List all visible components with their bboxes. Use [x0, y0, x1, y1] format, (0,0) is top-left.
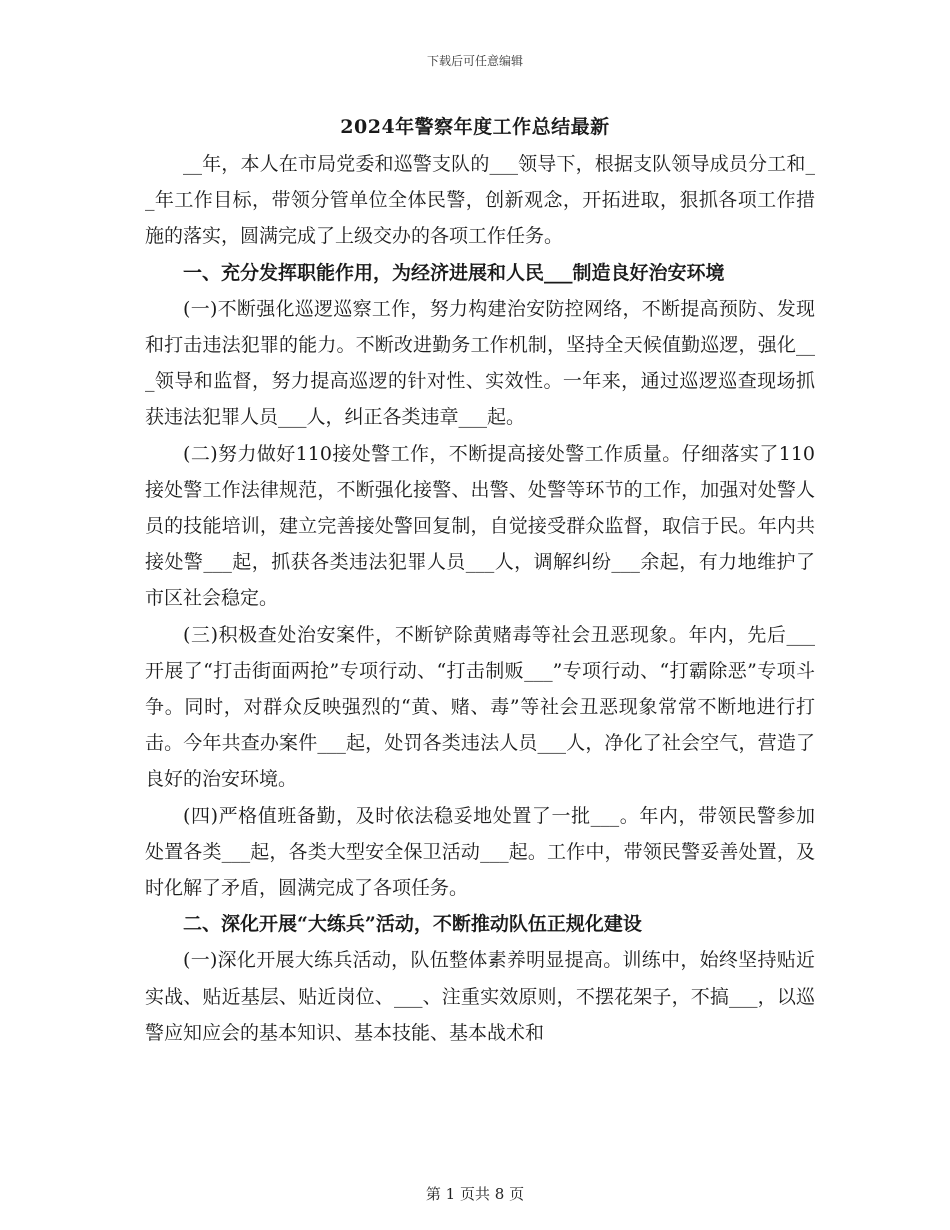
- document-body: [145, 146, 815, 1051]
- page-header: 下载后可任意编辑: [426, 54, 523, 68]
- paragraph-1-1: (一)不断强化巡逻巡察工作，努力构建治安防控网络，不断提高预防、发现和打击违法犯罪的能力。不断改进勤务工作机制，坚持全天候值勤巡逻，强化___领导和监督，努力提高巡逻的针对性、实效性。一年来，通过巡逻巡查现场抓获违法犯罪人员___人，纠正各类违章___起。: [145, 297, 815, 429]
- section-heading-2: 二、深化开展“大练兵”活动，不断推动队伍正规化建设: [183, 913, 642, 936]
- section-heading-1: 一、充分发挥职能作用，为经济进展和人民___制造良好治安环境: [183, 261, 725, 284]
- page-footer: 第 1 页共 8 页: [425, 1185, 525, 1203]
- paragraph-1-3: (三)积极查处治安案件，不断铲除黄赌毒等社会丑恶现象。年内，先后___开展了“打击街面两抢”专项行动、“打击制贩___”专项行动、“打霸除恶”专项斗争。同时，对群众反映强烈的“黄、赌、毒”等社会丑恶现象常常不断地进行打击。今年共查办案件___起，处罚各类违法人员___人，净化了社会空气，营造了良好的治安环境。: [145, 623, 815, 791]
- paragraph-intro: __年，本人在市局党委和巡警支队的___领导下，根据支队领导成员分工和__年工作目标，带领分管单位全体民警，创新观念，开拓进取，狠抓各项工作措施的落实，圆满完成了上级交办的各项工作任务。: [145, 153, 815, 248]
- document-title: 2024年警察年度工作总结最新: [340, 116, 610, 138]
- paragraph-1-2: (二)努力做好110接处警工作，不断提高接处警工作质量。仔细落实了110接处警工作法律规范，不断强化接警、出警、处警等环节的工作，加强对处警人员的技能培训，建立完善接处警回复制，自觉接受群众监督，取信于民。年内共接处警___起，抓获各类违法犯罪人员___人，调解纠纷___余起，有力地维护了市区社会稳定。: [145, 442, 815, 610]
- paragraph-2-1: (一)深化开展大练兵活动，队伍整体素养明显提高。训练中，始终坚持贴近实战、贴近基层、贴近岗位、___、注重实效原则，不摆花架子，不搞___，以巡警应知应会的基本知识、基本技能、基本战术和: [145, 949, 815, 1044]
- paragraph-1-4: (四)严格值班备勤，及时依法稳妥地处置了一批___。年内，带领民警参加处置各类___起，各类大型安全保卫活动___起。工作中，带领民警妥善处置，及时化解了矛盾，圆满完成了各项任务。: [145, 804, 815, 900]
